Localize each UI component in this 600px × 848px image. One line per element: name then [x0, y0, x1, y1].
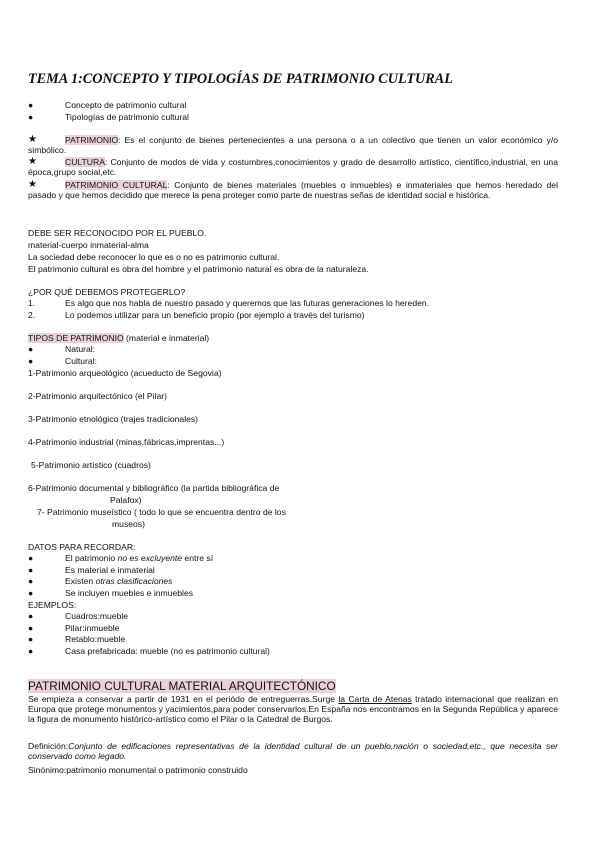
- types-item-cont: Palafox): [110, 495, 142, 505]
- bullet-icon: ●: [28, 565, 34, 575]
- bullet-icon: ●: [28, 576, 34, 586]
- star-icon: ★: [28, 179, 37, 190]
- data-bullet: [65, 553, 213, 563]
- data-bullet: Se incluyen muebles e inmuebles: [65, 588, 194, 598]
- term-patrimonio-cultural: PATRIMONIO CULTURAL: [65, 180, 168, 190]
- arch-paragraph: [28, 694, 558, 724]
- examples-heading: EJEMPLOS:: [28, 600, 77, 610]
- list-item: Tipologías de patrimonio cultural: [65, 112, 189, 122]
- recognition-line: La sociedad debe reconocer lo que es o no es patrimonio cultural.: [28, 252, 280, 262]
- bullet-icon: ●: [28, 553, 34, 563]
- recognition-line: material-cuerpo inmaterial-alma: [28, 240, 149, 250]
- data-bullet: [65, 576, 172, 586]
- types-heading-rest: (material e inmaterial): [123, 333, 210, 343]
- bullet-icon: ●: [28, 112, 34, 122]
- italic-text: no es excluyente: [117, 553, 183, 563]
- star-icon: ★: [28, 156, 37, 167]
- carta-atenas-text: la Carta de Atenas: [338, 694, 412, 704]
- types-item-cont: museos): [112, 519, 145, 529]
- recognition-heading: DEBE SER RECONOCIDO POR EL PUEBLO.: [28, 228, 207, 238]
- why-number: 1.: [28, 298, 36, 308]
- bullet-icon: ●: [28, 634, 34, 644]
- text: Existen: [65, 576, 96, 586]
- types-item: 5-Patrimonio artístico (cuadros): [31, 460, 151, 470]
- recognition-line: El patrimonio cultural es obra del hombre y el patrimonio natural es obra de la naturaleza.: [28, 264, 369, 274]
- term-cultura: CULTURA: [65, 157, 105, 167]
- types-item: 1-Patrimonio arqueológico (acueducto de Segovia): [28, 368, 222, 378]
- bullet-icon: ●: [28, 623, 34, 633]
- list-item: Concepto de patrimonio cultural: [65, 100, 187, 110]
- text: El patrimonio: [65, 553, 118, 563]
- bullet-icon: ●: [28, 356, 34, 366]
- arch-definition: [28, 741, 558, 761]
- bullet-icon: ●: [28, 588, 34, 598]
- arch-synonym: [28, 765, 248, 775]
- types-item: 7- Patrimonio museístico ( todo lo que se encuentra dentro de los: [37, 507, 286, 517]
- star-icon: ★: [28, 134, 37, 145]
- bullet-icon: ●: [28, 100, 34, 110]
- types-item: 2-Patrimonio arquitectónico (el Pilar): [28, 391, 167, 401]
- example-item: Cuadros:mueble: [65, 611, 129, 621]
- why-number: 2.: [28, 310, 36, 320]
- types-heading: [28, 333, 209, 343]
- definition-text: : Es el conjunto de bienes pertenecientes a una persona o a un colectivo que tienen un valor económico y/o simbólico.: [28, 135, 558, 155]
- text: Se empieza a conservar a partir de 1931 en el periódo de entreguerras.Surge: [28, 694, 339, 704]
- types-bullet: Cultural:: [65, 356, 97, 366]
- types-item: 6-Patrimonio documental y bibliográfico (la partida bibliográfica de: [28, 483, 280, 493]
- arch-heading-label: PATRIMONIO CULTURAL MATERIAL ARQUITECTÓNICO: [28, 679, 336, 693]
- types-item: 4-Patrimonio industrial (minas,fábricas,imprentas...): [28, 437, 225, 447]
- text: entre sí: [182, 553, 214, 563]
- why-question: ¿POR QUÉ DEBEMOS PROTEGERLO?: [28, 287, 186, 297]
- definition-patrimonio-cultural: [28, 180, 558, 200]
- definition-text: : Conjunto de modos de vida y costumbres,conocimientos y grado de desarrollo artístico, científico,industrial, en una época,grupo social,etc.: [28, 157, 558, 177]
- italic-text: otras clasificaciones: [95, 576, 173, 586]
- types-heading-label: TIPOS DE PATRIMONIO: [28, 333, 124, 343]
- example-item: Retablo:mueble: [65, 634, 126, 644]
- term-patrimonio: PATRIMONIO: [65, 135, 119, 145]
- definition-label: Definición:: [28, 741, 69, 751]
- definition-text: : Conjunto de bienes materiales (muebles o inmuebles) e inmateriales que hemos heredado del pasado y que hemos decidido que merece la pena proteger como parte de nuestras señas de identidad social e histórica.: [28, 180, 558, 200]
- why-item: Lo podemos utilizar para un beneficio propio (por ejemplo a través del turismo): [65, 310, 365, 320]
- page-title: TEMA 1:CONCEPTO Y TIPOLOGÍAS DE PATRIMONIO CULTURAL: [28, 71, 453, 87]
- synonym-label: Sinónimo:: [28, 765, 67, 775]
- definition-patrimonio: [28, 135, 558, 155]
- bullet-icon: ●: [28, 611, 34, 621]
- definition-cultura: [28, 157, 558, 177]
- example-item: Pilar:inmueble: [65, 623, 120, 633]
- bullet-icon: ●: [28, 344, 34, 354]
- arch-heading: [28, 680, 336, 693]
- synonym-text: patrimonio monumental o patrimonio construido: [66, 765, 248, 775]
- data-bullet: Es material e inmaterial: [65, 565, 155, 575]
- definition-text: Conjunto de edificaciones representativas de la identidad cultural de un pueblo,nación o sociedad,etc., que necesita ser conservado como legado.: [28, 741, 558, 761]
- text: tratado internacional que realizan en Europa que protege monumentos y yacimientos,para poder conservarlos.En España nos encontramos en la Segunda República y aparece la figura de monumento histórico-artístico como el Pilar o la Catedral de Burgos.: [28, 694, 558, 724]
- why-item: Es algo que nos habla de nuestro pasado y queremos que las futuras generaciones lo hereden.: [65, 298, 430, 308]
- bullet-icon: ●: [28, 646, 34, 656]
- example-item: Casa prefabricada: mueble (no es patrimonio cultural): [65, 646, 270, 656]
- types-item: 3-Patrimonio etnológico (trajes tradicionales): [28, 414, 199, 424]
- types-bullet: Natural:: [65, 344, 96, 354]
- data-heading: DATOS PARA RECORDAR:: [28, 542, 136, 552]
